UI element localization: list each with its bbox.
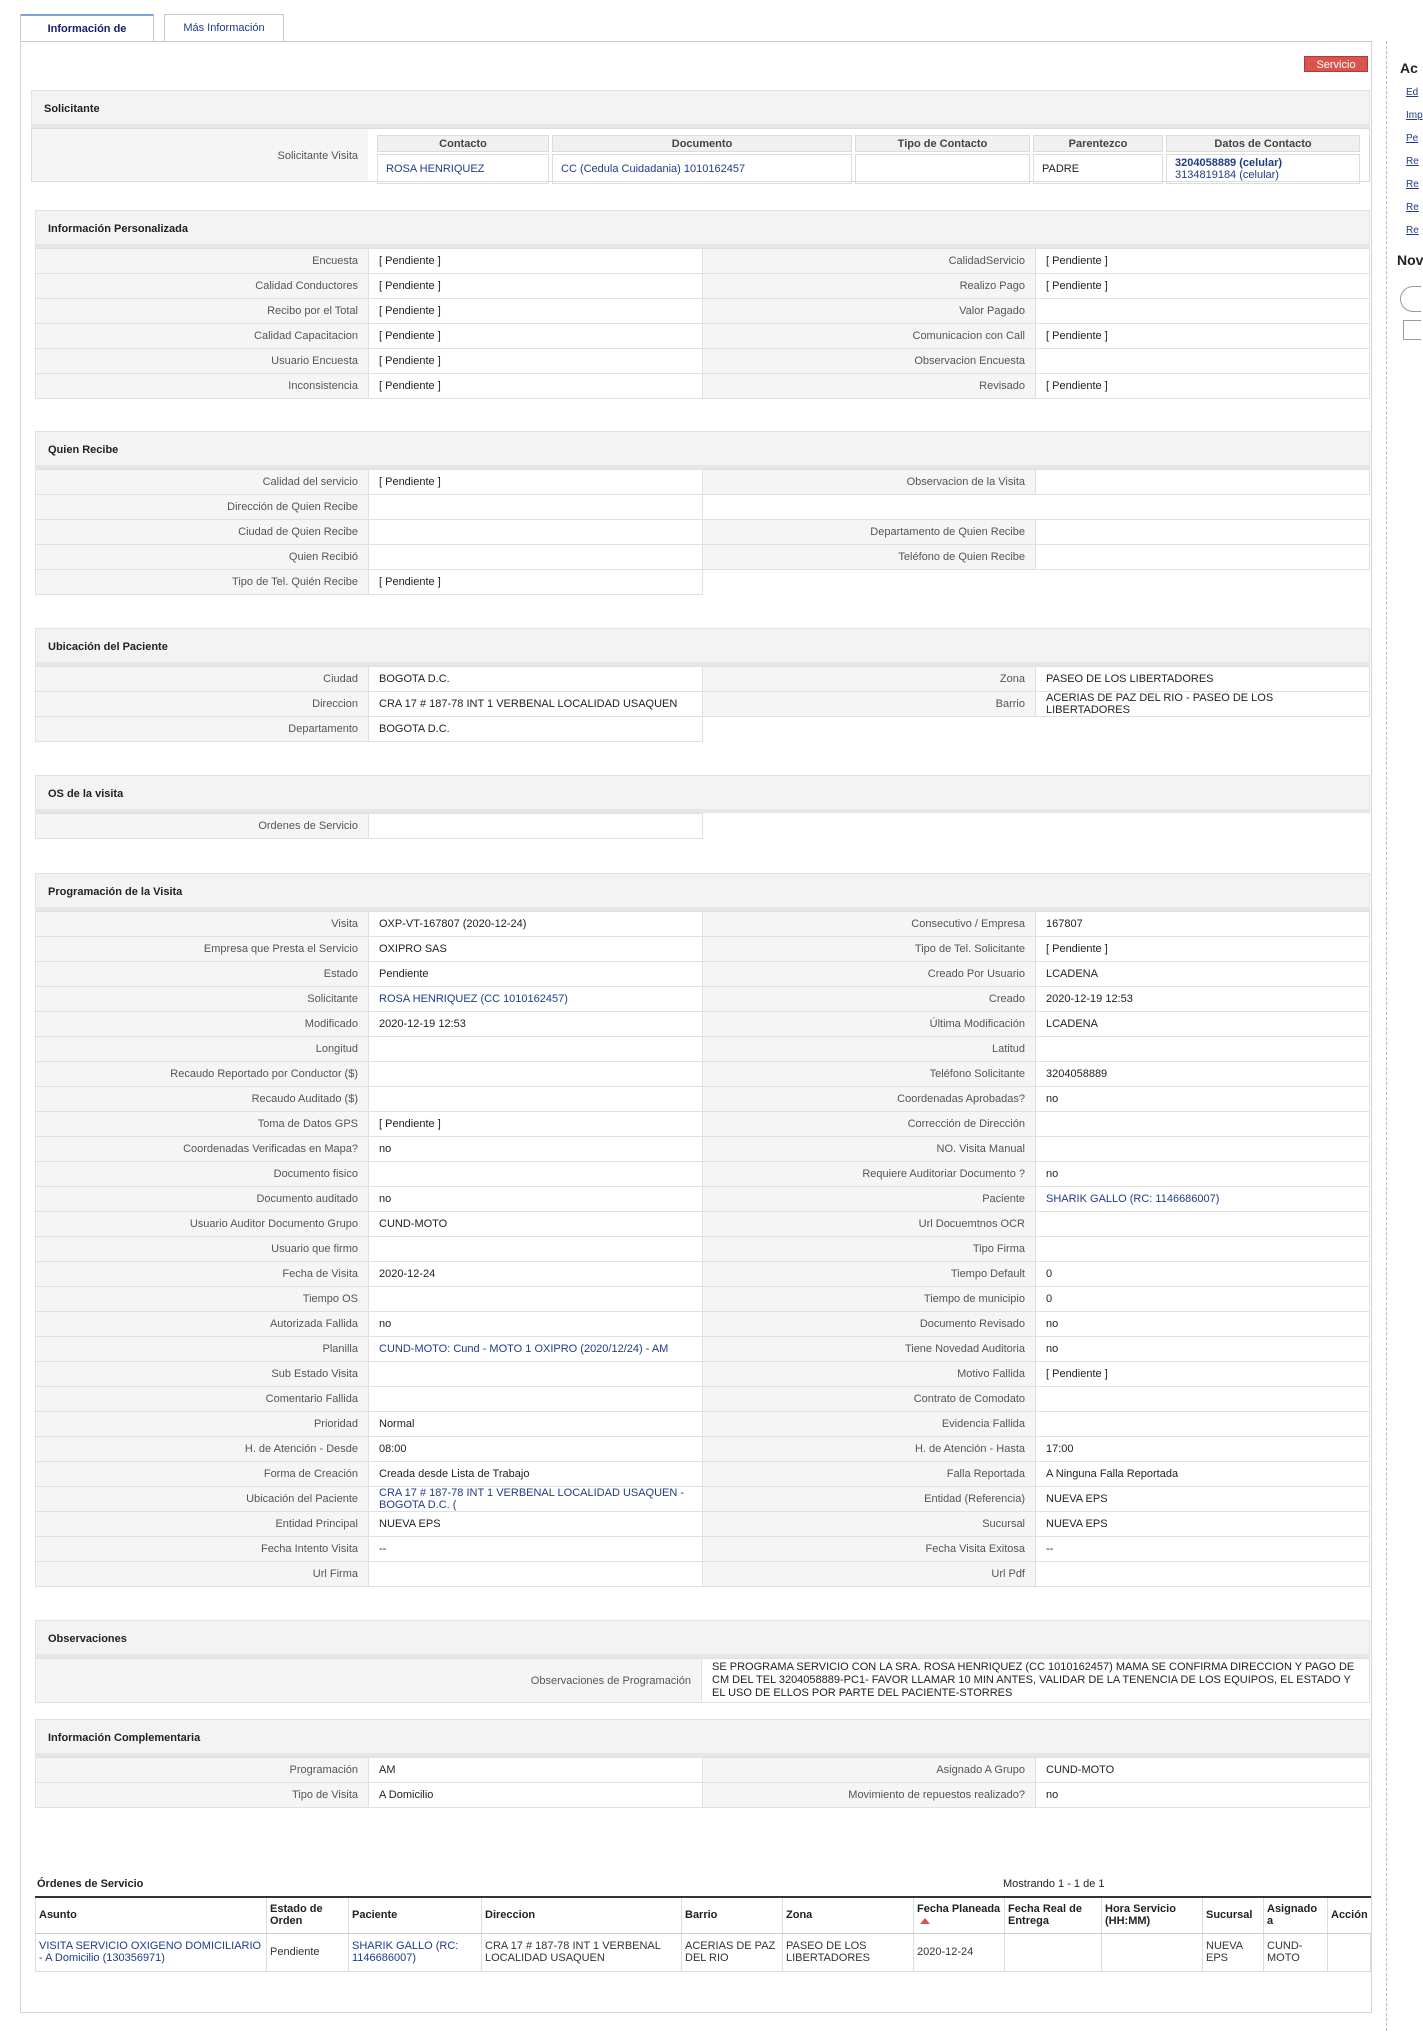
field-value: NUEVA EPS [1036, 1487, 1370, 1512]
field-label: Observacion Encuesta [703, 349, 1036, 374]
field-label: Url Docuemtnos OCR [703, 1212, 1036, 1237]
field-value [1036, 1387, 1370, 1412]
contacts-table [374, 133, 1363, 186]
field-value: PASEO DE LOS LIBERTADORES [1036, 667, 1370, 692]
field-label: Dirección de Quien Recibe [36, 495, 369, 520]
field-label: Tipo de Tel. Solicitante [703, 937, 1036, 962]
field-value: 167807 [1036, 912, 1370, 937]
field-label: Calidad Conductores [36, 274, 369, 299]
field-row [36, 1562, 1370, 1587]
field-label: Direccion [36, 692, 369, 717]
col-barrio[interactable]: Barrio [682, 1897, 783, 1933]
complementaria-section [35, 1719, 1370, 1808]
field-row [36, 1462, 1370, 1487]
field-value: NUEVA EPS [1036, 1512, 1370, 1537]
section-title: Quien Recibe [35, 431, 1370, 469]
section-title: Información Complementaria [35, 1719, 1370, 1757]
field-label: Solicitante [36, 987, 369, 1012]
field-value: Normal [369, 1412, 703, 1437]
field-value: -- [1036, 1537, 1370, 1562]
field-value: 0 [1036, 1262, 1370, 1287]
field-label: Comentario Fallida [36, 1387, 369, 1412]
field-value[interactable]: CRA 17 # 187-78 INT 1 VERBENAL LOCALIDAD USAQUEN - BOGOTA D.C. ( [369, 1487, 703, 1512]
field-value[interactable]: CUND-MOTO: Cund - MOTO 1 OXIPRO (2020/12/24) - AM [369, 1337, 703, 1362]
field-row [36, 1387, 1370, 1412]
col-contacto: Contacto [377, 135, 549, 152]
field-label: Url Firma [36, 1562, 369, 1587]
novedad-toggle[interactable] [1400, 286, 1421, 312]
field-value [369, 1287, 703, 1312]
order-accion[interactable] [1328, 1933, 1371, 1971]
field-row [36, 1212, 1370, 1237]
ordenes-count: Mostrando 1 - 1 de 1 [1003, 1878, 1105, 1890]
order-zona: PASEO DE LOS LIBERTADORES [783, 1933, 914, 1971]
field-label: Coordenadas Aprobadas? [703, 1087, 1036, 1112]
section-title: Información Personalizada [35, 210, 1370, 248]
field-value [1036, 1137, 1370, 1162]
field-row [36, 1512, 1370, 1537]
field-label: Consecutivo / Empresa [703, 912, 1036, 937]
field-row [36, 299, 1370, 324]
field-value: CUND-MOTO [1036, 1758, 1370, 1783]
field-value [1036, 1212, 1370, 1237]
field-row [36, 1162, 1370, 1187]
field-value: A Ninguna Falla Reportada [1036, 1462, 1370, 1487]
sidebar-link-5[interactable]: Re [1406, 179, 1419, 190]
field-label: H. de Atención - Desde [36, 1437, 369, 1462]
field-label: Entidad Principal [36, 1512, 369, 1537]
field-row [36, 274, 1370, 299]
field-row [36, 1112, 1370, 1137]
observaciones-text: SE PROGRAMA SERVICIO CON LA SRA. ROSA HENRIQUEZ (CC 1010162457) MAMA SE CONFIRMA DIRECCION Y PAGO DE CM DEL TEL 3204058889-PC1- FAVOR LLAMAR 10 MIN ANTES, VALIDAR DE LA TENENCIA DE LOS EQUIPOS, EL ESTADO Y EL USO DE ELLOS POR PARTE DEL PACIENTE-STORRES [702, 1659, 1370, 1703]
field-label: Última Modificación [703, 1012, 1036, 1037]
field-value: Creada desde Lista de Trabajo [369, 1462, 703, 1487]
section-title: Solicitante [31, 90, 1370, 128]
field-row [36, 1412, 1370, 1437]
field-row [36, 1062, 1370, 1087]
field-value: no [1036, 1087, 1370, 1112]
field-label: Ciudad de Quien Recibe [36, 520, 369, 545]
field-label: Tipo de Visita [36, 1783, 369, 1808]
field-value: no [369, 1137, 703, 1162]
contact-data [1166, 154, 1360, 184]
field-value: A Domicilio [369, 1783, 703, 1808]
field-row [36, 249, 1370, 274]
tab-mas-informacion[interactable]: Más Información [164, 14, 284, 42]
order-estado: Pendiente [267, 1933, 349, 1971]
field-value [369, 1362, 703, 1387]
field-label: Sub Estado Visita [36, 1362, 369, 1387]
field-value: CRA 17 # 187-78 INT 1 VERBENAL LOCALIDAD USAQUEN [369, 692, 703, 717]
field-value: [ Pendiente ] [369, 570, 703, 595]
field-value [369, 1037, 703, 1062]
field-label: Tipo de Tel. Quién Recibe [36, 570, 369, 595]
field-label: Comunicacion con Call [703, 324, 1036, 349]
contact-row [377, 154, 1360, 184]
field-value: [ Pendiente ] [1036, 249, 1370, 274]
field-value [369, 1562, 703, 1587]
field-label: Encuesta [36, 249, 369, 274]
info-personalizada-section [35, 210, 1370, 399]
field-row [36, 324, 1370, 349]
field-label: Falla Reportada [703, 1462, 1036, 1487]
contact-document: CC (Cedula Cuidadania) 1010162457 [552, 154, 852, 184]
col-zona[interactable]: Zona [783, 1897, 914, 1933]
field-label: Tiene Novedad Auditoria [703, 1337, 1036, 1362]
field-value [1036, 1237, 1370, 1262]
col-asunto[interactable]: Asunto [36, 1897, 267, 1933]
empty-cell [1036, 717, 1370, 742]
sidebar-link-edit[interactable]: Ed [1406, 87, 1419, 98]
os-visita-section [35, 775, 1370, 839]
field-value [369, 520, 703, 545]
field-label: Creado [703, 987, 1036, 1012]
field-row [36, 374, 1370, 399]
field-label: Inconsistencia [36, 374, 369, 399]
field-label: Requiere Auditoriar Documento ? [703, 1162, 1036, 1187]
field-label: H. de Atención - Hasta [703, 1437, 1036, 1462]
field-row [36, 349, 1370, 374]
field-row [36, 1537, 1370, 1562]
field-label: Calidad del servicio [36, 470, 369, 495]
field-value: BOGOTA D.C. [369, 717, 703, 742]
field-row [36, 1037, 1370, 1062]
field-row [36, 1012, 1370, 1037]
field-value: OXIPRO SAS [369, 937, 703, 962]
field-row [36, 1287, 1370, 1312]
order-barrio: ACERIAS DE PAZ DEL RIO [682, 1933, 783, 1971]
field-row [36, 937, 1370, 962]
field-label: Corrección de Dirección [703, 1112, 1036, 1137]
field-value [369, 495, 703, 520]
contact-parentezco: PADRE [1033, 154, 1163, 184]
field-label: Tipo Firma [703, 1237, 1036, 1262]
field-value: [ Pendiente ] [369, 1112, 703, 1137]
field-value: 08:00 [369, 1437, 703, 1462]
field-value: no [369, 1187, 703, 1212]
field-value: no [1036, 1783, 1370, 1808]
field-row [36, 1362, 1370, 1387]
field-label: Documento fisico [36, 1162, 369, 1187]
field-value [369, 1087, 703, 1112]
field-label: Departamento de Quien Recibe [703, 520, 1036, 545]
field-value: Pendiente [369, 962, 703, 987]
field-label: Forma de Creación [36, 1462, 369, 1487]
field-value: [ Pendiente ] [369, 349, 703, 374]
order-fecha-real [1005, 1933, 1102, 1971]
field-value: [ Pendiente ] [1036, 274, 1370, 299]
field-value: no [1036, 1337, 1370, 1362]
sort-up-icon [920, 1918, 930, 1924]
col-parentezco: Parentezco [1033, 135, 1163, 152]
field-row [36, 1437, 1370, 1462]
field-label: Movimiento de repuestos realizado? [703, 1783, 1036, 1808]
sidebar-novedades-title: Nov [1397, 252, 1423, 268]
empty-cell [1036, 495, 1370, 520]
field-value[interactable]: ROSA HENRIQUEZ (CC 1010162457) [369, 987, 703, 1012]
field-label: Zona [703, 667, 1036, 692]
field-value: 2020-12-19 12:53 [369, 1012, 703, 1037]
field-row [36, 470, 1370, 495]
field-value [1036, 299, 1370, 324]
field-label: Recaudo Auditado ($) [36, 1087, 369, 1112]
field-row [36, 1758, 1370, 1783]
field-row [36, 1237, 1370, 1262]
field-value [1036, 349, 1370, 374]
field-value: -- [369, 1537, 703, 1562]
sidebar-title: Ac [1400, 60, 1418, 76]
field-value: 2020-12-19 12:53 [1036, 987, 1370, 1012]
sidebar-link-4[interactable]: Re [1406, 156, 1419, 167]
field-value: no [369, 1312, 703, 1337]
programacion-section [35, 873, 1370, 1587]
field-label: Entidad (Referencia) [703, 1487, 1036, 1512]
col-direccion[interactable]: Direccion [482, 1897, 682, 1933]
section-title: Observaciones [35, 1620, 1370, 1658]
field-row [36, 1087, 1370, 1112]
field-label: CalidadServicio [703, 249, 1036, 274]
field-value: [ Pendiente ] [1036, 937, 1370, 962]
field-value [369, 814, 703, 839]
field-value [1036, 1412, 1370, 1437]
field-value: [ Pendiente ] [369, 274, 703, 299]
field-label: Usuario Encuesta [36, 349, 369, 374]
field-label: Usuario Auditor Documento Grupo [36, 1212, 369, 1237]
field-label: Documento auditado [36, 1187, 369, 1212]
field-label: Latitud [703, 1037, 1036, 1062]
field-label: Recibo por el Total [36, 299, 369, 324]
field-label: Estado [36, 962, 369, 987]
col-fecha-real[interactable]: Fecha Real de Entrega [1005, 1897, 1102, 1933]
field-row [36, 570, 1370, 595]
section-title: OS de la visita [35, 775, 1370, 813]
field-value [1036, 545, 1370, 570]
field-row [36, 520, 1370, 545]
field-row [36, 545, 1370, 570]
field-label: Planilla [36, 1337, 369, 1362]
field-value [1036, 520, 1370, 545]
field-row [36, 1783, 1370, 1808]
field-row [36, 1137, 1370, 1162]
field-value [369, 545, 703, 570]
field-label: NO. Visita Manual [703, 1137, 1036, 1162]
field-value [1036, 1562, 1370, 1587]
field-label: Ubicación del Paciente [36, 1487, 369, 1512]
col-datos-contacto: Datos de Contacto [1166, 135, 1360, 152]
field-row [36, 1262, 1370, 1287]
field-value: NUEVA EPS [369, 1512, 703, 1537]
field-value: no [1036, 1312, 1370, 1337]
empty-cell [1036, 570, 1370, 595]
field-label: Revisado [703, 374, 1036, 399]
col-fecha-planeada-label: Fecha Planeada [917, 1903, 1001, 1916]
order-fecha-planeada: 2020-12-24 [914, 1933, 1005, 1971]
contact-phone-primary: 3204058889 (celular) [1175, 157, 1283, 169]
field-value: [ Pendiente ] [369, 324, 703, 349]
solicitante-section [31, 90, 1370, 182]
field-value: 3204058889 [1036, 1062, 1370, 1087]
servicio-button[interactable]: Servicio [1304, 56, 1368, 72]
field-label: Teléfono de Quien Recibe [703, 545, 1036, 570]
field-label: Evidencia Fallida [703, 1412, 1036, 1437]
order-direccion: CRA 17 # 187-78 INT 1 VERBENAL LOCALIDAD USAQUEN [482, 1933, 682, 1971]
field-label: Fecha de Visita [36, 1262, 369, 1287]
field-label: Fecha Intento Visita [36, 1537, 369, 1562]
field-value: [ Pendiente ] [1036, 324, 1370, 349]
field-value: [ Pendiente ] [369, 249, 703, 274]
field-label: Ordenes de Servicio [36, 814, 369, 839]
field-label: Barrio [703, 692, 1036, 717]
field-label: Valor Pagado [703, 299, 1036, 324]
field-label: Calidad Capacitacion [36, 324, 369, 349]
quien-recibe-section [35, 431, 1370, 595]
field-value: [ Pendiente ] [369, 299, 703, 324]
field-value[interactable]: SHARIK GALLO (RC: 1146686007) [1036, 1187, 1370, 1212]
field-label: Programación [36, 1758, 369, 1783]
field-value: CUND-MOTO [369, 1212, 703, 1237]
field-label: Recaudo Reportado por Conductor ($) [36, 1062, 369, 1087]
field-value: [ Pendiente ] [369, 470, 703, 495]
field-label: Quien Recibió [36, 545, 369, 570]
field-row [36, 1337, 1370, 1362]
field-row [36, 667, 1370, 692]
field-value: 17:00 [1036, 1437, 1370, 1462]
solicitante-visita-label: Solicitante Visita [277, 150, 358, 162]
field-label: Tiempo OS [36, 1287, 369, 1312]
field-label: Documento Revisado [703, 1312, 1036, 1337]
table-row [36, 1933, 1371, 1971]
field-label: Url Pdf [703, 1562, 1036, 1587]
field-value: AM [369, 1758, 703, 1783]
field-value: 0 [1036, 1287, 1370, 1312]
field-row [36, 692, 1370, 717]
field-row [36, 717, 1370, 742]
field-value: [ Pendiente ] [369, 374, 703, 399]
tab-informacion[interactable]: Información de [20, 14, 154, 42]
field-label: Toma de Datos GPS [36, 1112, 369, 1137]
sidebar-link-print[interactable]: Imp [1406, 110, 1423, 121]
field-label: Teléfono Solicitante [703, 1062, 1036, 1087]
empty-cell [703, 495, 1036, 520]
field-value [369, 1062, 703, 1087]
field-value: LCADENA [1036, 962, 1370, 987]
field-value [369, 1387, 703, 1412]
field-row [36, 1187, 1370, 1212]
observaciones-section [35, 1620, 1370, 1703]
contact-type [855, 154, 1030, 184]
field-row [36, 1312, 1370, 1337]
field-value: [ Pendiente ] [1036, 1362, 1370, 1387]
ordenes-table [35, 1896, 1371, 1972]
empty-cell [703, 717, 1036, 742]
sidebar-link-7[interactable]: Re [1406, 225, 1419, 236]
contact-name: ROSA HENRIQUEZ [377, 154, 549, 184]
field-row [36, 912, 1370, 937]
field-value [1036, 470, 1370, 495]
field-label: Motivo Fallida [703, 1362, 1036, 1387]
order-hora [1102, 1933, 1203, 1971]
field-value: LCADENA [1036, 1012, 1370, 1037]
field-value [1036, 1037, 1370, 1062]
col-estado-orden[interactable]: Estado de Orden [267, 1897, 349, 1933]
field-value: no [1036, 1162, 1370, 1187]
field-label: Sucursal [703, 1512, 1036, 1537]
contact-phone-secondary: 3134819184 (celular) [1175, 169, 1279, 181]
section-title: Programación de la Visita [35, 873, 1370, 911]
col-documento: Documento [552, 135, 852, 152]
col-paciente[interactable]: Paciente [349, 1897, 482, 1933]
sidebar-link-3[interactable]: Pe [1406, 133, 1419, 144]
field-row [36, 1487, 1370, 1512]
field-label: Observacion de la Visita [703, 470, 1036, 495]
sidebar-link-6[interactable]: Re [1406, 202, 1419, 213]
field-label: Paciente [703, 1187, 1036, 1212]
order-asignado: CUND-MOTO [1264, 1933, 1328, 1971]
empty-cell [703, 570, 1036, 595]
field-label: Visita [36, 912, 369, 937]
field-label: Contrato de Comodato [703, 1387, 1036, 1412]
field-row [36, 814, 1371, 839]
field-label: Tiempo Default [703, 1262, 1036, 1287]
field-value [369, 1237, 703, 1262]
field-row [36, 987, 1370, 1012]
field-label: Asignado A Grupo [703, 1758, 1036, 1783]
observaciones-label: Observaciones de Programación [36, 1659, 702, 1703]
ordenes-title: Órdenes de Servicio [37, 1878, 144, 1890]
ubicacion-section [35, 628, 1370, 742]
field-row [36, 962, 1370, 987]
field-label: Autorizada Fallida [36, 1312, 369, 1337]
field-label: Creado Por Usuario [703, 962, 1036, 987]
col-hora-servicio[interactable]: Hora Servicio (HH:MM) [1102, 1897, 1203, 1933]
field-label: Prioridad [36, 1412, 369, 1437]
empty-cell [1036, 814, 1370, 839]
novedad-checkbox[interactable] [1403, 320, 1421, 340]
field-label: Ciudad [36, 667, 369, 692]
field-label: Fecha Visita Exitosa [703, 1537, 1036, 1562]
field-label: Empresa que Presta el Servicio [36, 937, 369, 962]
field-label: Longitud [36, 1037, 369, 1062]
field-label: Coordenadas Verificadas en Mapa? [36, 1137, 369, 1162]
field-label: Modificado [36, 1012, 369, 1037]
field-label: Tiempo de municipio [703, 1287, 1036, 1312]
order-asunto-link[interactable]: VISITA SERVICIO OXIGENO DOMICILIARIO - A Domicilio (130356971) [36, 1933, 267, 1971]
order-sucursal: NUEVA EPS [1203, 1933, 1264, 1971]
order-paciente-link[interactable]: SHARIK GALLO (RC: 1146686007) [349, 1933, 482, 1971]
col-fecha-planeada[interactable] [914, 1897, 1005, 1933]
field-value [369, 1162, 703, 1187]
field-label: Departamento [36, 717, 369, 742]
col-accion: Acción [1328, 1897, 1371, 1933]
empty-cell [703, 814, 1037, 839]
field-value: 2020-12-24 [369, 1262, 703, 1287]
field-value [1036, 1112, 1370, 1137]
sidebar-divider [1386, 41, 1387, 2031]
section-title: Ubicación del Paciente [35, 628, 1370, 666]
col-sucursal[interactable]: Sucursal [1203, 1897, 1264, 1933]
field-label: Usuario que firmo [36, 1237, 369, 1262]
field-value: BOGOTA D.C. [369, 667, 703, 692]
field-label: Realizo Pago [703, 274, 1036, 299]
field-row [36, 495, 1370, 520]
col-tipo-contacto: Tipo de Contacto [855, 135, 1030, 152]
field-value: ACERIAS DE PAZ DEL RIO - PASEO DE LOS LIBERTADORES [1036, 692, 1370, 717]
field-value: OXP-VT-167807 (2020-12-24) [369, 912, 703, 937]
field-value: [ Pendiente ] [1036, 374, 1370, 399]
col-asignado[interactable]: Asignado a [1264, 1897, 1328, 1933]
